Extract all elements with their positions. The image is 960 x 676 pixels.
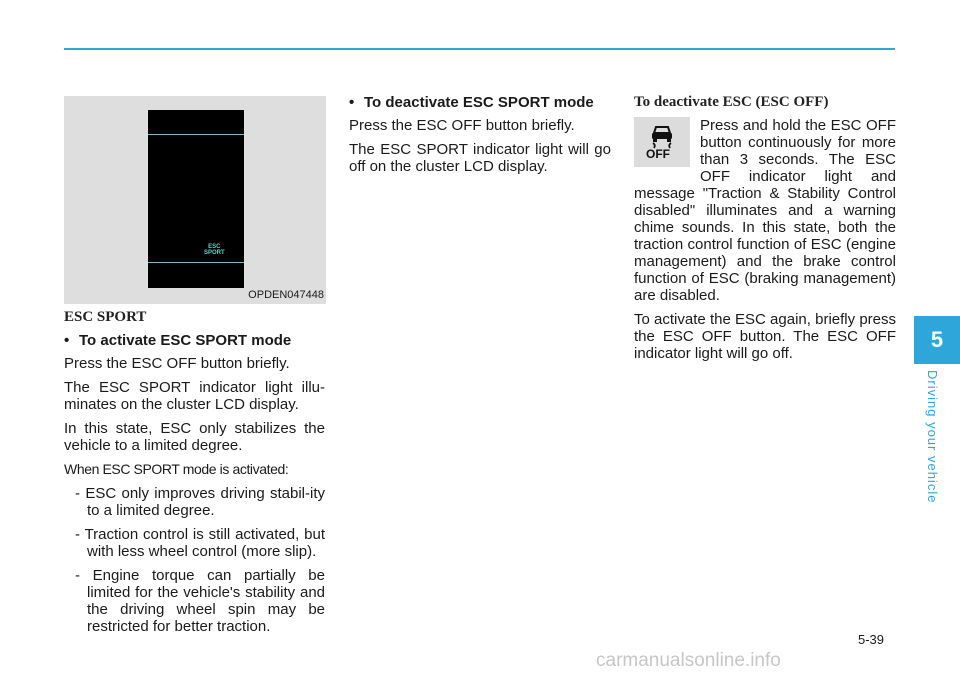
section-heading-esc-off: To deactivate ESC (ESC OFF)	[634, 94, 829, 110]
figure-code: OPDEN047448	[248, 289, 324, 301]
column-2	[349, 94, 611, 182]
bullet-dot-icon: •	[349, 94, 355, 111]
list-item: - Traction control is still activated, but with less wheel control (more slip).	[75, 526, 325, 560]
list-item: - Engine torque can partially be limited for the vehicle's stability and the driving wheel spin may be restricted for better traction.	[75, 567, 325, 635]
esc-sport-indicator: ESC SPORT	[204, 244, 225, 256]
paragraph: The ESC SPORT indicator light will go off on the cluster LCD display.	[349, 141, 611, 175]
bullet-activate-sport	[64, 332, 325, 349]
paragraph: When ESC SPORT mode is activated:	[64, 461, 289, 477]
cluster-lcd-figure	[64, 96, 326, 304]
section-heading-esc-sport: ESC SPORT	[64, 309, 147, 325]
paragraph: The ESC SPORT indicator light illu-minates on the cluster LCD display.	[64, 379, 325, 413]
paragraph: In this state, ESC only stabilizes the vehicle to a limited degree.	[64, 420, 325, 454]
header-rule	[64, 48, 895, 50]
lcd-divider-top	[148, 134, 244, 135]
chapter-tab: 5	[914, 316, 960, 364]
paragraph: Press the ESC OFF button briefly.	[64, 355, 290, 372]
esc-off-icon-label: OFF	[646, 147, 670, 161]
bullet-text: To activate ESC SPORT mode	[79, 332, 292, 349]
chapter-title: Driving your vehicle	[925, 370, 940, 504]
paragraph: To activate the ESC again, briefly press the ESC OFF button. The ESC OFF indicator light will go off.	[634, 311, 896, 362]
column-1	[64, 308, 325, 642]
lcd-display	[148, 110, 244, 288]
column-3	[634, 93, 896, 369]
esc-off-icon	[634, 117, 690, 167]
lcd-divider-bottom	[148, 262, 244, 263]
watermark: carmanualsonline.info	[596, 650, 781, 671]
paragraph: Press the ESC OFF button briefly.	[349, 117, 575, 134]
list-item: - ESC only improves driving stabil-ity to a limited degree.	[75, 485, 325, 519]
bullet-deactivate-sport	[349, 94, 611, 111]
bullet-dot-icon: •	[64, 332, 70, 349]
paragraph: Press and hold the ESC OFF button continuously for more than 3 seconds. The ESC OFF indicator light and message "Traction & Stability Control disabled" illuminates and a warning chime sounds. In this state, both the traction control function of ESC (engine management) and the brake control function of ESC (braking management) are disabled.	[634, 117, 896, 304]
bullet-text: To deactivate ESC SPORT mode	[364, 94, 594, 111]
page-number: 5-39	[858, 632, 885, 647]
skidding-car-icon	[646, 123, 678, 149]
